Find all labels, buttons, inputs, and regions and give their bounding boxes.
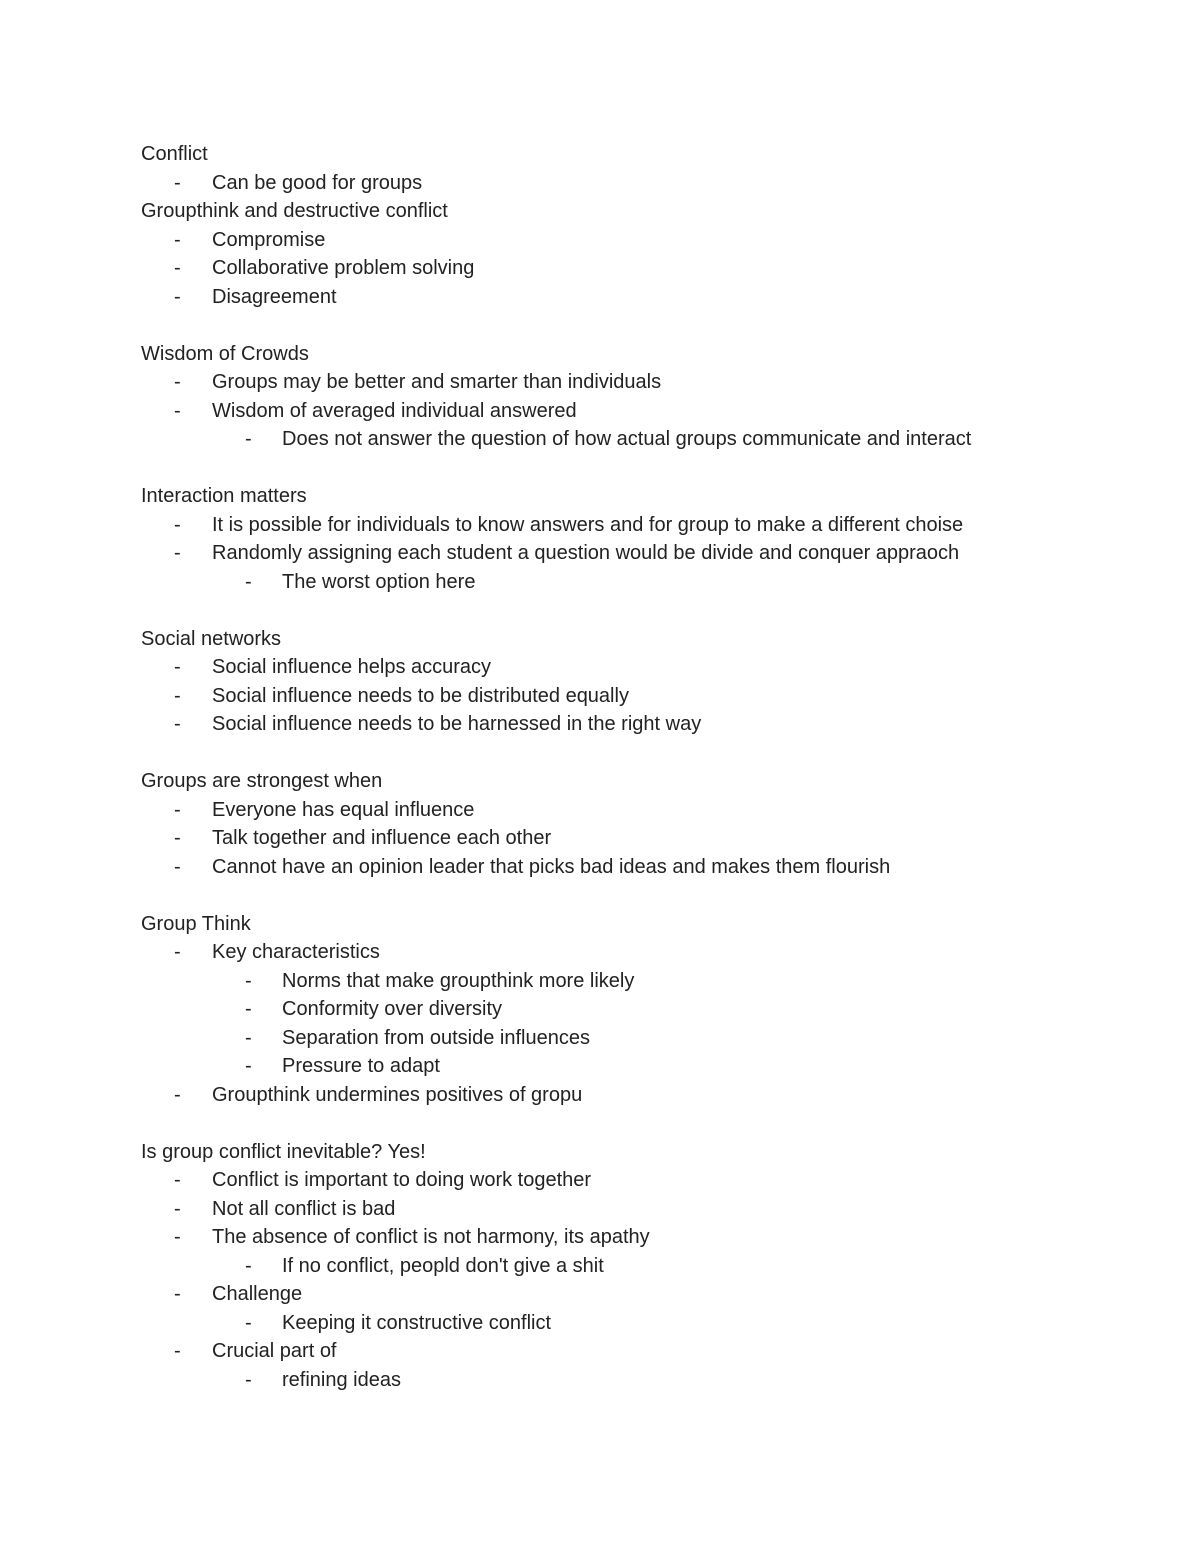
bullet-text: Groups may be better and smarter than individuals <box>212 371 662 393</box>
section-heading: Interaction matters <box>141 485 307 507</box>
bullet-item <box>141 539 1141 568</box>
bullet-dash: - <box>174 713 181 735</box>
blank-line <box>141 881 1141 910</box>
sub-bullet-item <box>141 1252 1141 1281</box>
bullet-dash: - <box>245 1311 252 1334</box>
blank-line <box>141 739 1141 768</box>
sub-bullet-text: Norms that make groupthink more likely <box>282 969 635 992</box>
bullet-dash: - <box>174 399 181 422</box>
bullet-dash: - <box>245 1368 252 1391</box>
bullet-text: Compromise <box>212 228 326 251</box>
bullet-dash: - <box>245 1026 252 1049</box>
bullet-dash: - <box>174 513 181 536</box>
bullet-item <box>141 226 1141 255</box>
bullet-item <box>141 1223 1141 1252</box>
bullet-dash: - <box>174 171 181 194</box>
bullet-item <box>141 283 1141 312</box>
bullet-dash: - <box>174 798 181 821</box>
bullet-dash: - <box>174 1197 181 1220</box>
bullet-item <box>141 368 1141 397</box>
bullet-dash: - <box>245 969 252 992</box>
bullet-dash: - <box>174 257 181 279</box>
bullet-dash: - <box>174 656 181 678</box>
bullet-text: It is possible for individuals to know answers and for group to make a different choise <box>212 513 964 536</box>
bullet-dash: - <box>174 1169 181 1191</box>
sub-bullet-text: refining ideas <box>282 1368 401 1391</box>
bullet-item <box>141 1195 1141 1224</box>
bullet-item <box>141 653 1141 682</box>
bullet-item <box>141 1166 1141 1195</box>
bullet-text: Challenge <box>212 1283 303 1305</box>
bullet-dash: - <box>245 570 252 593</box>
bullet-dash: - <box>174 941 181 963</box>
blank-line <box>141 454 1141 483</box>
section-heading: Groups are strongest when <box>141 770 383 792</box>
section-heading: Social networks <box>141 627 282 650</box>
bullet-dash: - <box>174 855 181 878</box>
bullet-item <box>141 254 1141 283</box>
bullet-text: Social influence needs to be harnessed in the right way <box>212 713 702 735</box>
bullet-text: Cannot have an opinion leader that picks bad ideas and makes them flourish <box>212 855 891 878</box>
bullet-dash: - <box>245 1254 252 1277</box>
section-heading: Groupthink and destructive conflict <box>141 200 448 222</box>
sub-bullet-text: Conformity over diversity <box>282 998 503 1020</box>
section-heading: Group Think <box>141 912 251 935</box>
bullet-text: Groupthink undermines positives of gropu <box>212 1083 583 1106</box>
bullet-text: Collaborative problem solving <box>212 257 475 279</box>
bullet-dash: - <box>174 1340 181 1362</box>
bullet-item <box>141 853 1141 882</box>
bullet-text: Disagreement <box>212 285 337 308</box>
blank-line <box>141 1109 1141 1138</box>
bullet-text: Wisdom of averaged individual answered <box>212 399 577 422</box>
sub-bullet-item <box>141 568 1141 597</box>
bullet-dash: - <box>245 1055 252 1077</box>
bullet-text: Conflict is important to doing work together <box>212 1169 592 1191</box>
sub-bullet-item <box>141 995 1141 1024</box>
bullet-dash: - <box>174 1283 181 1305</box>
bullet-item <box>141 1337 1141 1366</box>
bullet-text: Not all conflict is bad <box>212 1197 396 1220</box>
bullet-dash: - <box>245 998 252 1020</box>
sub-bullet-text: Does not answer the question of how actual groups communicate and interact <box>282 428 972 450</box>
sub-bullet-item <box>141 1024 1141 1053</box>
sub-bullet-text: Keeping it constructive conflict <box>282 1311 552 1334</box>
blank-line <box>141 596 1141 625</box>
section-heading: Wisdom of Crowds <box>141 342 309 365</box>
sub-bullet-text: The worst option here <box>282 570 476 593</box>
sub-bullet-text: If no conflict, peopld don't give a shit <box>282 1254 604 1277</box>
bullet-text: Everyone has equal influence <box>212 798 475 821</box>
bullet-dash: - <box>174 371 181 393</box>
bullet-item <box>141 169 1141 198</box>
bullet-text: Talk together and influence each other <box>212 827 552 849</box>
bullet-item <box>141 1081 1141 1110</box>
bullet-item <box>141 682 1141 711</box>
bullet-text: Key characteristics <box>212 941 380 963</box>
sub-bullet-item <box>141 1052 1141 1081</box>
bullet-item <box>141 511 1141 540</box>
section-heading: Is group conflict inevitable? Yes! <box>141 1140 426 1163</box>
bullet-dash: - <box>174 1083 181 1106</box>
bullet-text: Randomly assigning each student a question would be divide and conquer appraoch <box>212 542 960 564</box>
bullet-dash: - <box>174 827 181 849</box>
bullet-dash: - <box>174 684 181 707</box>
bullet-text: The absence of conflict is not harmony, its apathy <box>212 1226 650 1248</box>
sub-bullet-item <box>141 425 1141 454</box>
bullet-dash: - <box>245 428 252 450</box>
bullet-item <box>141 938 1141 967</box>
sub-bullet-item <box>141 1309 1141 1338</box>
section-heading: Conflict <box>141 143 208 165</box>
bullet-item <box>141 824 1141 853</box>
bullet-item <box>141 397 1141 426</box>
sub-bullet-item <box>141 1366 1141 1395</box>
notes-body <box>141 140 1141 1394</box>
bullet-text: Can be good for groups <box>212 171 423 194</box>
bullet-text: Crucial part of <box>212 1340 337 1362</box>
bullet-text: Social influence needs to be distributed equally <box>212 684 629 707</box>
sub-bullet-text: Pressure to adapt <box>282 1055 440 1077</box>
bullet-item <box>141 1280 1141 1309</box>
bullet-text: Social influence helps accuracy <box>212 656 492 678</box>
blank-line <box>141 311 1141 340</box>
bullet-dash: - <box>174 542 181 564</box>
bullet-dash: - <box>174 228 181 251</box>
bullet-item <box>141 796 1141 825</box>
bullet-item <box>141 710 1141 739</box>
bullet-dash: - <box>174 1226 181 1248</box>
sub-bullet-item <box>141 967 1141 996</box>
sub-bullet-text: Separation from outside influences <box>282 1026 590 1049</box>
bullet-dash: - <box>174 285 181 308</box>
